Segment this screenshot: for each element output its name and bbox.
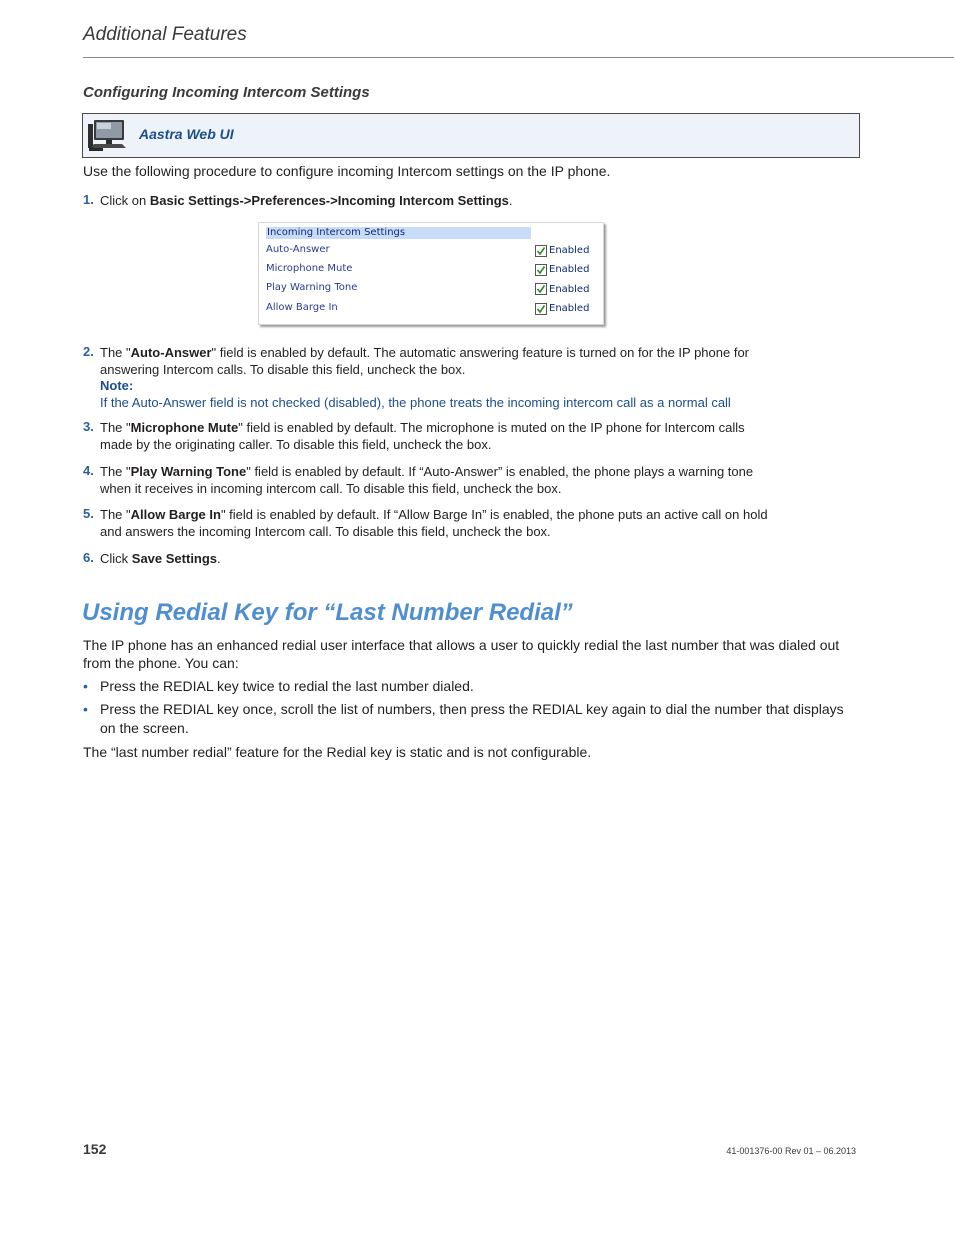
bullet-icon: • [83, 701, 88, 717]
web-ui-label: Aastra Web UI [139, 126, 234, 142]
step-number: 3. [83, 419, 94, 434]
play-warning-tone-value: Enabled [549, 284, 590, 295]
step-number: 1. [83, 192, 94, 207]
microphone-mute-value: Enabled [549, 264, 590, 275]
allow-barge-in-checkbox[interactable] [535, 303, 547, 315]
play-warning-tone-checkbox[interactable] [535, 283, 547, 295]
step-text: The "Play Warning Tone" field is enabled by default. If “Auto-Answer” is enabled, the phone plays a warning tone when it receives in incoming intercom call. To disable this field, uncheck the box. [100, 464, 754, 496]
play-warning-tone-label: Play Warning Tone [266, 282, 358, 293]
redial-intro: The IP phone has an enhanced redial user interface that allows a user to quickly redial the last number that was dialed out from the phone. You can: [83, 637, 840, 671]
auto-answer-label: Auto-Answer [266, 244, 330, 255]
step-text: The "Allow Barge In" field is enabled by default. If “Allow Barge In” is enabled, the phone puts an active call on hold and answers the incoming Intercom call. To disable this field, uncheck the box. [100, 507, 768, 539]
step-text: The "Auto-Answer" field is enabled by default. The automatic answering feature is turned on for the IP phone for answering Intercom calls. To disable this field, uncheck the box. [100, 345, 749, 377]
step-number: 5. [83, 506, 94, 521]
step-text: The "Microphone Mute" field is enabled by default. The microphone is muted on the IP phone for Intercom calls made by the originating caller. To disable this field, uncheck the box. [100, 420, 745, 452]
intro-paragraph: Use the following procedure to configure incoming Intercom settings on the IP phone. [83, 163, 611, 179]
microphone-mute-label: Microphone Mute [266, 263, 353, 274]
allow-barge-in-label: Allow Barge In [266, 302, 338, 313]
section-header: Additional Features [83, 24, 247, 45]
step-number: 6. [83, 550, 94, 565]
auto-answer-checkbox[interactable] [535, 245, 547, 257]
computer-monitor-icon [88, 118, 128, 157]
redial-outro: The “last number redial” feature for the Redial key is static and is not configurable. [83, 744, 592, 760]
step-number: 4. [83, 463, 94, 478]
web-ui-callout [82, 113, 860, 158]
auto-answer-value: Enabled [549, 245, 590, 256]
step-text: Click on Basic Settings->Preferences->Incoming Intercom Settings. [100, 193, 513, 208]
step-number: 2. [83, 344, 94, 359]
note-text: If the Auto-Answer field is not checked (disabled), the phone treats the incoming intercom call as a normal call [100, 395, 731, 410]
microphone-mute-checkbox[interactable] [535, 264, 547, 276]
note-label: Note: [100, 378, 134, 393]
panel-title: Incoming Intercom Settings [266, 227, 531, 239]
allow-barge-in-value: Enabled [549, 303, 590, 314]
redial-section-heading: Using Redial Key for “Last Number Redial” [82, 599, 573, 626]
step-text: Click Save Settings. [100, 551, 221, 566]
header-divider [83, 57, 954, 58]
note [100, 377, 780, 411]
redial-bullet: Press the REDIAL key once, scroll the list of numbers, then press the REDIAL key again to dial the number that displays on the screen. [100, 701, 844, 736]
menu-path: Basic Settings->Preferences->Incoming Intercom Settings [149, 193, 509, 208]
redial-bullet: Press the REDIAL key twice to redial the last number dialed. [100, 678, 474, 694]
page-number: 152 [83, 1141, 107, 1157]
incoming-intercom-settings-panel [258, 222, 604, 325]
document-id: 41-001376-00 Rev 01 – 06.2013 [726, 1146, 856, 1156]
subsection-title: Configuring Incoming Intercom Settings [83, 84, 370, 101]
bullet-icon: • [83, 678, 88, 694]
